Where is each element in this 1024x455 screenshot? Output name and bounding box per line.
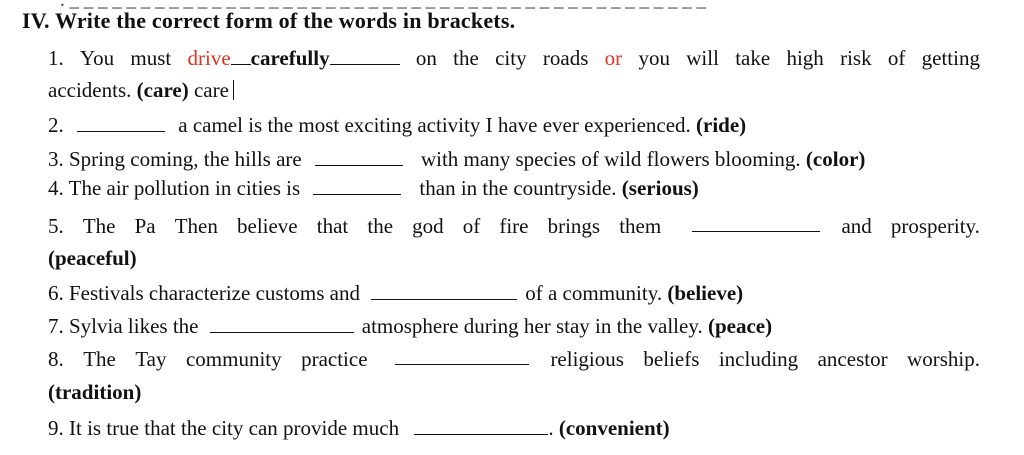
q1-word: roads bbox=[542, 46, 589, 70]
q3-text-after: with many species of wild flowers blooming. bbox=[420, 147, 801, 171]
q1-word: on bbox=[415, 46, 437, 70]
q5-word: of bbox=[462, 214, 481, 238]
q5-blank[interactable] bbox=[692, 213, 820, 232]
q6-text-after: of a community. bbox=[525, 281, 663, 305]
q8-word: ancestor bbox=[817, 347, 888, 371]
q9-text-after: . bbox=[548, 416, 559, 440]
q8-word: The bbox=[83, 347, 116, 371]
q1-typed-input[interactable] bbox=[194, 78, 234, 102]
q5-word: them bbox=[619, 214, 662, 238]
q6-text-before: 6. Festivals characterize customs and bbox=[48, 281, 360, 305]
q1-hint: (care) bbox=[136, 78, 189, 102]
q8-word: Tay bbox=[135, 347, 167, 371]
q1-word: high bbox=[786, 46, 824, 70]
q7-blank[interactable] bbox=[210, 314, 354, 333]
q8-blank[interactable] bbox=[395, 346, 529, 365]
q5-word: prosperity. bbox=[890, 214, 980, 238]
q4-blank[interactable] bbox=[313, 176, 401, 195]
q1-word: take bbox=[735, 46, 771, 70]
q7-text-before: 7. Sylvia likes the bbox=[48, 314, 199, 338]
q8-word: religious bbox=[550, 347, 624, 371]
q5-word: fire bbox=[499, 214, 529, 238]
q1-number: 1. bbox=[48, 46, 64, 70]
q4-hint: (serious) bbox=[621, 176, 699, 200]
question-6 bbox=[48, 280, 743, 306]
q1-blank-underline bbox=[231, 46, 251, 65]
q1-or: or bbox=[604, 46, 623, 70]
q1-line2-text: accidents. bbox=[48, 78, 132, 102]
cropped-previous-line: . _ _ _ _ _ _ _ _ _ _ _ _ _ _ _ _ _ _ _ _ _ _ _ _ _ _ _ _ _ _ _ _ _ _ _ _ _ _ _ _ _ _ _ _ _ bbox=[60, 0, 706, 11]
q8-word: community bbox=[185, 347, 282, 371]
q5-word: the bbox=[367, 214, 394, 238]
q3-blank[interactable] bbox=[315, 147, 403, 166]
q5-word: Pa bbox=[134, 214, 156, 238]
q6-hint: (believe) bbox=[667, 281, 744, 305]
q4-text-after: than in the countryside. bbox=[419, 176, 617, 200]
question-7 bbox=[48, 313, 772, 339]
q1-blank-underline-2[interactable] bbox=[330, 46, 400, 65]
question-3 bbox=[48, 146, 865, 172]
question-5-line-2 bbox=[48, 245, 137, 271]
q5-hint: (peaceful) bbox=[48, 246, 137, 270]
q5-word: and bbox=[841, 214, 872, 238]
q5-word: Then bbox=[174, 214, 218, 238]
q8-word: beliefs bbox=[643, 347, 700, 371]
question-1-line-1 bbox=[48, 45, 980, 71]
question-5-line-1 bbox=[48, 213, 980, 239]
question-4 bbox=[48, 175, 699, 201]
q1-word: of bbox=[887, 46, 906, 70]
q2-blank[interactable] bbox=[77, 113, 165, 132]
q2-hint: (ride) bbox=[696, 113, 747, 137]
q7-text-after: atmosphere during her stay in the valley. bbox=[361, 314, 703, 338]
q1-word: city bbox=[495, 46, 527, 70]
q2-number: 2. bbox=[48, 113, 64, 137]
q5-word: 5. bbox=[48, 214, 64, 238]
q5-word: god bbox=[412, 214, 444, 238]
q1-drive: drive bbox=[187, 46, 231, 70]
q1-word: You bbox=[80, 46, 115, 70]
q9-hint: (convenient) bbox=[558, 416, 670, 440]
q1-word: the bbox=[453, 46, 479, 70]
q7-hint: (peace) bbox=[707, 314, 773, 338]
q8-hint: (tradition) bbox=[48, 380, 142, 404]
q2-text: a camel is the most exciting activity I have ever experienced. bbox=[178, 113, 691, 137]
question-8-line-2 bbox=[48, 379, 141, 405]
question-1-line-2 bbox=[48, 77, 234, 103]
q1-word: getting bbox=[921, 46, 980, 70]
q1-answer-group bbox=[188, 45, 400, 71]
q1-word: you bbox=[638, 46, 670, 70]
exercise-title: IV. Write the correct form of the words in brackets. bbox=[22, 8, 516, 33]
q8-word: 8. bbox=[48, 347, 64, 371]
q9-blank[interactable] bbox=[414, 416, 548, 435]
q3-hint: (color) bbox=[805, 147, 866, 171]
q8-word: worship. bbox=[907, 347, 980, 371]
q9-text-before: 9. It is true that the city can provide much bbox=[48, 416, 400, 440]
question-9 bbox=[48, 415, 670, 441]
q1-word: must bbox=[130, 46, 172, 70]
q5-word: The bbox=[82, 214, 116, 238]
q6-blank[interactable] bbox=[371, 281, 517, 300]
q1-word: risk bbox=[840, 46, 872, 70]
q8-word: including bbox=[718, 347, 799, 371]
q5-word: brings bbox=[547, 214, 601, 238]
question-8-line-1 bbox=[48, 346, 980, 372]
q1-answer: carefully bbox=[250, 46, 330, 70]
q1-word: will bbox=[686, 46, 719, 70]
q5-word: believe bbox=[237, 214, 298, 238]
question-2 bbox=[48, 112, 746, 138]
text-cursor bbox=[233, 80, 235, 100]
q3-text-before: 3. Spring coming, the hills are bbox=[48, 147, 302, 171]
q8-word: practice bbox=[301, 347, 368, 371]
q5-word: that bbox=[316, 214, 349, 238]
q1-typed-text: care bbox=[193, 78, 229, 102]
q4-text-before: 4. The air pollution in cities is bbox=[48, 176, 301, 200]
